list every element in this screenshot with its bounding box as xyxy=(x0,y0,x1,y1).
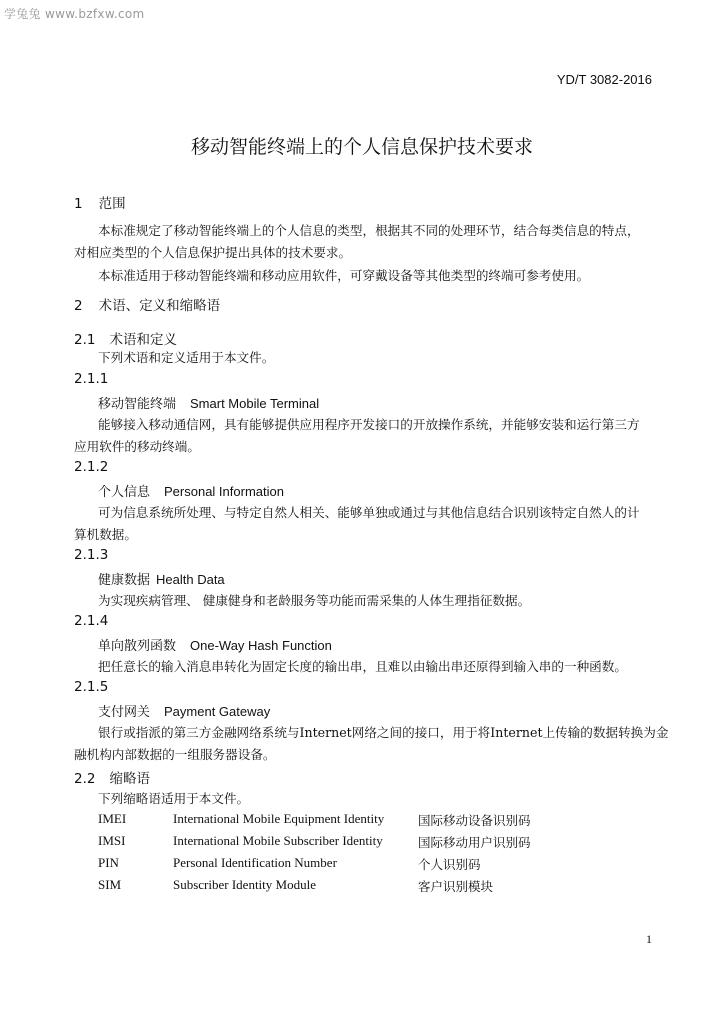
term-heading xyxy=(98,393,319,412)
section-title: 缩略语 xyxy=(109,771,150,787)
term-heading xyxy=(98,635,332,654)
term-en: One-Way Hash Function xyxy=(190,638,332,653)
section-1-heading xyxy=(74,192,126,212)
section-number: 2.1 xyxy=(74,332,96,348)
watermark: 学兔兔 www.bzfxw.com xyxy=(4,7,145,21)
term-number: 2.1.1 xyxy=(74,371,109,387)
page-number: 1 xyxy=(646,932,652,946)
abbreviation: IMEI xyxy=(98,811,127,826)
term-number: 2.1.5 xyxy=(74,679,109,695)
term-number: 2.1.4 xyxy=(74,613,109,629)
section-title: 术语和定义 xyxy=(109,332,177,348)
term-zh: 健康数据 xyxy=(98,573,151,588)
definition-line: 融机构内部数据的一组服务器设备。 xyxy=(74,747,276,762)
term-heading xyxy=(98,701,270,720)
term-en: Smart Mobile Terminal xyxy=(190,396,320,411)
term-en: Payment Gateway xyxy=(164,704,271,719)
term-heading xyxy=(98,569,225,588)
term-zh: 单向散列函数 xyxy=(98,639,177,654)
definition-line: 能够接入移动通信网，具有能够提供应用程序开发接口的开放操作系统，并能够安装和运行第三方 xyxy=(98,417,640,432)
paragraph-line: 本标准适用于移动智能终端和移动应用软件，可穿戴设备等其他类型的终端可参考使用。 xyxy=(98,268,590,283)
section-2-1-heading xyxy=(74,328,177,348)
abbreviation-chinese: 客户识别模块 xyxy=(418,879,494,894)
abbreviation-chinese: 国际移动设备识别码 xyxy=(418,813,531,828)
definition-line: 为实现疾病管理、 健康健身和老龄服务等功能而需采集的人体生理指征数据。 xyxy=(98,593,531,608)
abbreviation-chinese: 国际移动用户识别码 xyxy=(418,835,531,850)
paragraph-line: 下列术语和定义适用于本文件。 xyxy=(98,350,275,365)
abbreviation-english: Subscriber Identity Module xyxy=(173,877,316,892)
term-heading xyxy=(98,481,284,500)
abbreviation-chinese: 个人识别码 xyxy=(418,857,481,872)
abbreviation: IMSI xyxy=(98,833,126,848)
section-number: 2 xyxy=(74,298,83,314)
abbreviation-english: Personal Identification Number xyxy=(173,855,337,870)
paragraph-line: 本标准规定了移动智能终端上的个人信息的类型，根据其不同的处理环节，结合每类信息的特点， xyxy=(98,223,640,238)
term-zh: 移动智能终端 xyxy=(98,397,177,412)
term-zh: 支付网关 xyxy=(98,705,151,720)
document-title: 移动智能终端上的个人信息保护技术要求 xyxy=(190,136,533,158)
abbreviation-english: International Mobile Equipment Identity xyxy=(173,811,385,826)
term-en: Health Data xyxy=(156,572,225,587)
section-2-heading xyxy=(74,294,220,314)
term-number: 2.1.3 xyxy=(74,547,109,563)
section-number: 2.2 xyxy=(74,771,96,787)
standard-number: YD/T 3082-2016 xyxy=(556,72,652,87)
definition-line: 把任意长的输入消息串转化为固定长度的输出串，且难以由输出串还原得到输入串的一种函数。 xyxy=(98,659,627,674)
section-title: 范围 xyxy=(98,196,126,212)
paragraph-line: 下列缩略语适用于本文件。 xyxy=(98,791,250,806)
section-title: 术语、定义和缩略语 xyxy=(98,298,221,314)
definition-line: 应用软件的移动终端。 xyxy=(74,439,200,454)
term-number: 2.1.2 xyxy=(74,459,109,475)
section-2-2-heading xyxy=(74,767,150,787)
abbreviation: SIM xyxy=(98,877,122,892)
term-en: Personal Information xyxy=(164,484,284,499)
paragraph-line: 对相应类型的个人信息保护提出具体的技术要求。 xyxy=(74,245,352,260)
section-number: 1 xyxy=(74,196,83,212)
definition-line: 可为信息系统所处理、与特定自然人相关、能够单独或通过与其他信息结合识别该特定自然人的计 xyxy=(98,505,640,520)
definition-line: 算机数据。 xyxy=(74,527,137,542)
abbreviation: PIN xyxy=(98,855,119,870)
definition-line: 银行或指派的第三方金融网络系统与Internet网络之间的接口，用于将Internet上传输的数据转换为金 xyxy=(98,725,669,740)
term-zh: 个人信息 xyxy=(98,485,151,500)
abbreviation-english: International Mobile Subscriber Identity xyxy=(173,833,383,848)
